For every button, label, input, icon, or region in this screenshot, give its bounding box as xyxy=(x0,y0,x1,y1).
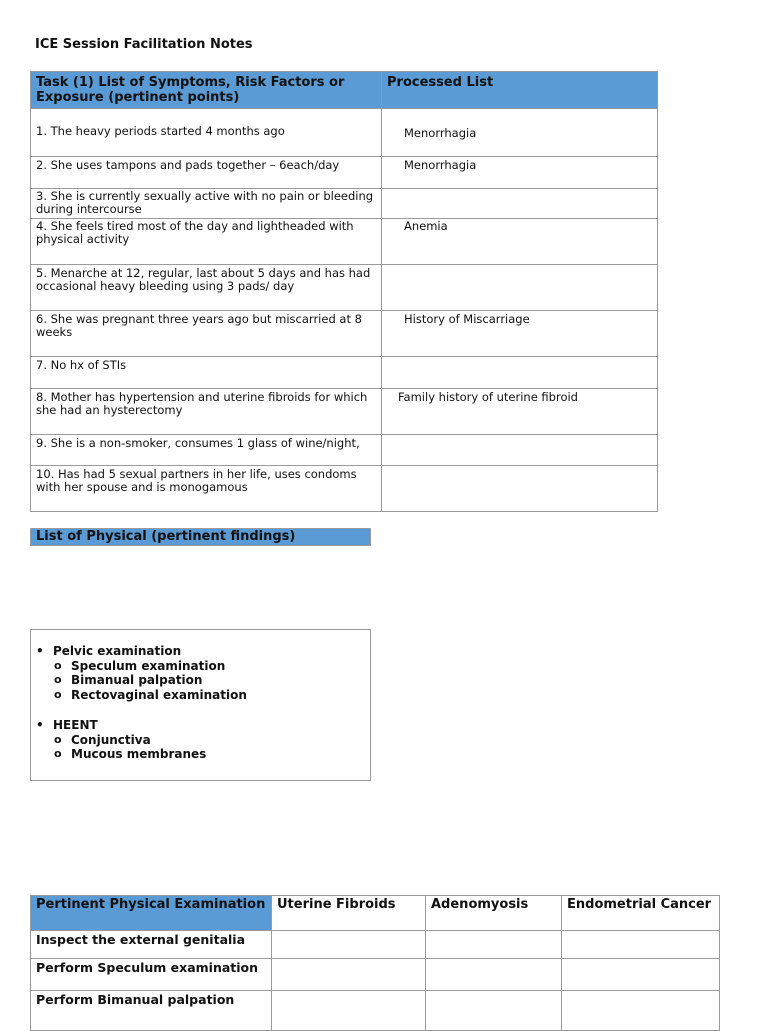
empty-cell xyxy=(272,931,426,959)
empty-cell xyxy=(562,959,720,991)
list-item: o Mucous membranes xyxy=(31,747,206,762)
empty-cell xyxy=(426,991,562,1031)
table-row xyxy=(31,189,658,219)
table-row xyxy=(31,109,658,157)
header-pertinent-exam: Pertinent Physical Examination xyxy=(31,896,272,931)
header-adenomyosis: Adenomyosis xyxy=(426,896,562,931)
table-header-row xyxy=(31,72,658,109)
symptom-cell: 8. Mother has hypertension and uterine fibroids for which she had an hysterectomy xyxy=(31,389,382,435)
processed-cell xyxy=(382,265,658,311)
list-item: o Conjunctiva xyxy=(31,733,206,748)
header-endometrial-cancer: Endometrial Cancer xyxy=(562,896,720,931)
physical-exam-list xyxy=(30,629,371,781)
table-row xyxy=(31,265,658,311)
processed-cell: Anemia xyxy=(382,219,658,265)
symptom-cell: 10. Has had 5 sexual partners in her life, uses condoms with her spouse and is monogamous xyxy=(31,466,382,512)
exam-group-heent xyxy=(31,718,206,762)
symptom-cell: 6. She was pregnant three years ago but miscarried at 8 weeks xyxy=(31,311,382,357)
list-item: o Rectovaginal examination xyxy=(31,688,247,703)
table-row xyxy=(31,219,658,265)
processed-cell: History of Miscarriage xyxy=(382,311,658,357)
table-row xyxy=(31,466,658,512)
symptom-cell: 5. Menarche at 12, regular, last about 5 days and has had occasional heavy bleeding using 3 pads/ day xyxy=(31,265,382,311)
exam-step-cell: Perform Bimanual palpation xyxy=(31,991,272,1031)
list-item: • Pelvic examination xyxy=(31,644,247,659)
exam-group-pelvic xyxy=(31,644,247,702)
processed-cell xyxy=(382,189,658,219)
symptom-cell: 1. The heavy periods started 4 months ago xyxy=(31,109,382,157)
exam-step-cell: Inspect the external genitalia xyxy=(31,931,272,959)
table-row xyxy=(31,991,720,1031)
header-symptoms: Task (1) List of Symptoms, Risk Factors or Exposure (pertinent points) xyxy=(31,72,382,109)
processed-cell: Menorrhagia xyxy=(382,157,658,189)
table-row xyxy=(31,157,658,189)
differential-exam-table xyxy=(30,895,720,1031)
empty-cell xyxy=(272,959,426,991)
table-row xyxy=(31,931,720,959)
header-uterine-fibroids: Uterine Fibroids xyxy=(272,896,426,931)
table-row xyxy=(31,357,658,389)
page-title: ICE Session Facilitation Notes xyxy=(35,37,253,52)
table-header-row xyxy=(31,896,720,931)
empty-cell xyxy=(562,931,720,959)
list-item: o Bimanual palpation xyxy=(31,673,247,688)
physical-findings-header: List of Physical (pertinent findings) xyxy=(30,528,371,546)
empty-cell xyxy=(562,991,720,1031)
empty-cell xyxy=(272,991,426,1031)
table-row xyxy=(31,389,658,435)
symptom-cell: 2. She uses tampons and pads together – 6each/day xyxy=(31,157,382,189)
symptom-cell: 7. No hx of STIs xyxy=(31,357,382,389)
processed-cell xyxy=(382,357,658,389)
symptom-cell: 3. She is currently sexually active with no pain or bleeding during intercourse xyxy=(31,189,382,219)
list-item: • HEENT xyxy=(31,718,206,733)
empty-cell xyxy=(426,959,562,991)
processed-cell: Menorrhagia xyxy=(382,109,658,157)
symptom-cell: 4. She feels tired most of the day and lightheaded with physical activity xyxy=(31,219,382,265)
processed-cell xyxy=(382,435,658,466)
table-row xyxy=(31,311,658,357)
list-item: o Speculum examination xyxy=(31,659,247,674)
exam-step-cell: Perform Speculum examination xyxy=(31,959,272,991)
empty-cell xyxy=(426,931,562,959)
table-row xyxy=(31,435,658,466)
header-processed-list: Processed List xyxy=(382,72,658,109)
symptom-cell: 9. She is a non-smoker, consumes 1 glass of wine/night, xyxy=(31,435,382,466)
symptoms-table xyxy=(30,71,658,512)
processed-cell xyxy=(382,466,658,512)
processed-cell: Family history of uterine fibroid xyxy=(382,389,658,435)
table-row xyxy=(31,959,720,991)
